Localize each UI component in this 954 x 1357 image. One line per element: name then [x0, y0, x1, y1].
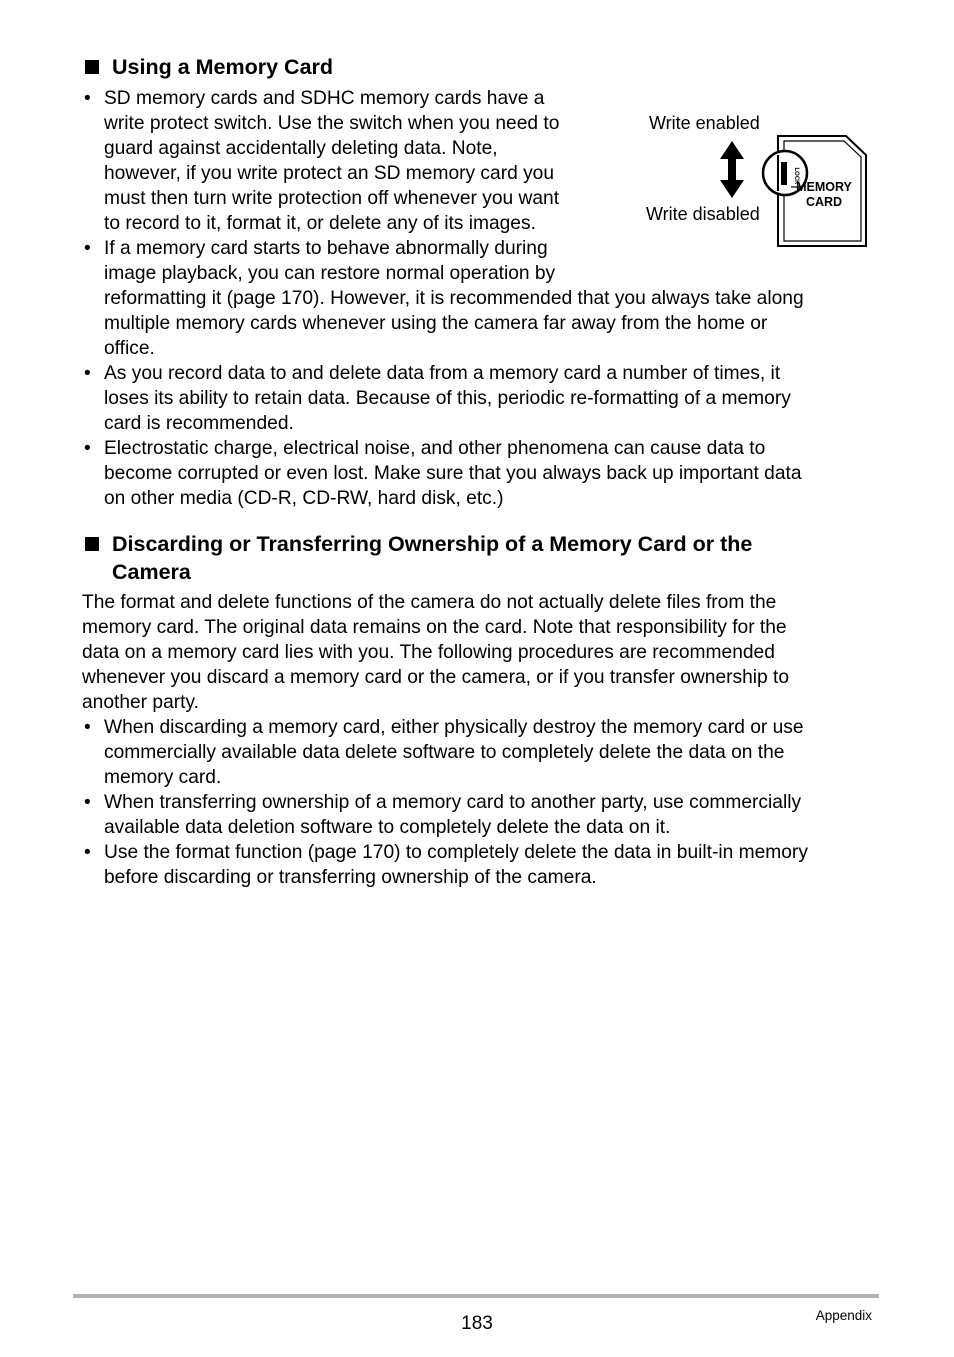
line: memory card.	[104, 767, 222, 788]
line: reformatting it (page 170). However, it is recommended that you always take along	[104, 288, 804, 309]
line: loses its ability to retain data. Because of this, periodic re-formatting of a memory	[104, 388, 791, 409]
line: guard against accidentally deleting data. Note,	[104, 138, 498, 159]
bullet-dot: •	[84, 238, 91, 259]
list-item	[82, 236, 872, 361]
heading-square-bullet	[85, 537, 99, 551]
line: image playback, you can restore normal operation by	[104, 263, 556, 284]
discarding-paragraph	[82, 590, 872, 715]
bullet-dot: •	[84, 717, 91, 738]
line: however, if you write protect an SD memory card you	[104, 163, 555, 184]
line: The format and delete functions of the camera do not actually delete files from the	[82, 592, 777, 613]
heading-text-line2: Camera	[112, 560, 191, 584]
line: must then turn write protection off whenever you want	[104, 188, 560, 209]
line: to record to it, format it, or delete any of its images.	[104, 213, 536, 234]
line: When discarding a memory card, either physically destroy the memory card or use	[104, 717, 804, 738]
page-number: 183	[461, 1313, 493, 1334]
card-text-line2: CARD	[805, 195, 843, 209]
list-item	[82, 840, 872, 890]
write-protect-figure	[640, 108, 875, 253]
line: data on a memory card lies with you. The following procedures are recommended	[82, 642, 775, 663]
line: whenever you discard a memory card or the camera, or if you transfer ownership to	[82, 667, 790, 688]
list-item	[82, 436, 872, 511]
line: on other media (CD-R, CD-RW, hard disk, etc.)	[104, 488, 504, 509]
sd-card-illustration	[640, 108, 875, 253]
write-disabled-label: Write disabled	[646, 204, 760, 224]
card-text-line1: MEMORY	[796, 180, 852, 194]
line: before discarding or transferring ownership of the camera.	[104, 867, 597, 888]
line: write protect switch. Use the switch when you need to	[104, 113, 560, 134]
line: If a memory card starts to behave abnormally during	[104, 238, 548, 259]
write-enabled-label: Write enabled	[649, 113, 760, 133]
heading-square-bullet	[85, 60, 99, 74]
line: available data deletion software to completely delete the data on it.	[104, 817, 671, 838]
bullet-dot: •	[84, 842, 91, 863]
line: become corrupted or even lost. Make sure that you always back up important data	[104, 463, 802, 484]
line: When transferring ownership of a memory card to another party, use commercially	[104, 792, 802, 813]
discarding-bullet-list	[82, 715, 872, 890]
lock-switch	[781, 162, 787, 185]
footer-section-label: Appendix	[815, 1308, 872, 1323]
bullet-dot: •	[84, 438, 91, 459]
bullet-dot: •	[84, 363, 91, 384]
bullet-dot: •	[84, 792, 91, 813]
list-item	[82, 715, 872, 790]
line: Use the format function (page 170) to completely delete the data in built-in memory	[104, 842, 808, 863]
section-heading-discarding	[82, 530, 752, 586]
line: multiple memory cards whenever using the camera far away from the home or	[104, 313, 768, 334]
heading-text-line1: Discarding or Transferring Ownership of a Memory Card or the	[112, 532, 753, 556]
line: another party.	[82, 692, 199, 713]
double-arrow-icon	[720, 141, 744, 198]
line: Electrostatic charge, electrical noise, and other phenomena can cause data to	[104, 438, 766, 459]
bullet-dot: •	[84, 88, 91, 109]
heading-text: Using a Memory Card	[112, 55, 334, 79]
line: card is recommended.	[104, 413, 294, 434]
footer-rule	[73, 1294, 879, 1298]
line: commercially available data delete software to completely delete the data on the	[104, 742, 785, 763]
lock-label: LOCK	[793, 167, 799, 185]
list-item	[82, 361, 872, 436]
line: office.	[104, 338, 155, 359]
line: SD memory cards and SDHC memory cards have a	[104, 88, 545, 109]
line: memory card. The original data remains on the card. Note that responsibility for the	[82, 617, 787, 638]
list-item	[82, 790, 872, 840]
section-heading-using-memory-card	[82, 53, 333, 81]
line: As you record data to and delete data from a memory card a number of times, it	[104, 363, 781, 384]
